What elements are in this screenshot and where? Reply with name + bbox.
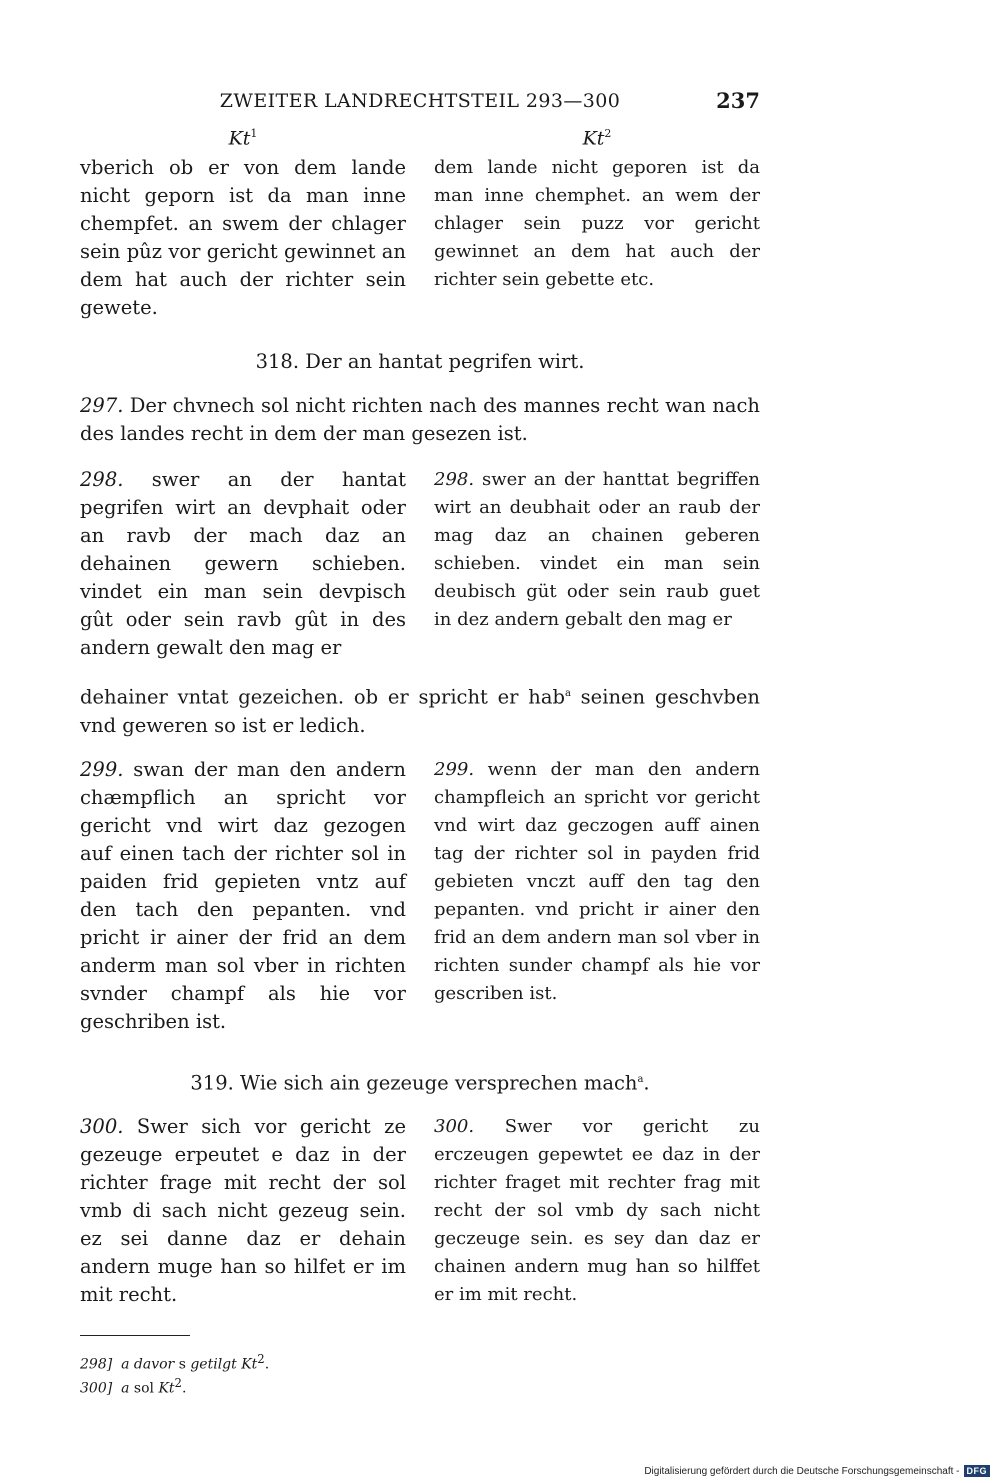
right-column-300: 300. Swer vor gericht zu erczeugen gepewtet ee daz in der richter fraget mit rechter frag mit recht der sol vmb dy sach nicht geczeuge sein. es sey dan daz er chainen andern mug han so hilffet er im mit recht. [434, 1116, 766, 1306]
right-column-298: 298. swer an der hanttat begriffen wirt an deubhait oder an raub der mag daz an chainen geberen schieben. vindet ein man sein deubisch güt oder sein raub guet in dez andern gebalt den mag er [434, 469, 766, 631]
left-column-298: 298. swer an der hantat pegrifen wirt an devphait oder an ravb der mach daz an dehainen gewern schieben. vindet ein man sein devpisch gût oder sein ravb gût in des andern gewalt den mag er [80, 468, 413, 660]
paragraph-number: 300. [80, 1115, 124, 1139]
paragraph-number: 298. [80, 468, 124, 492]
text-kt2-continuation: dem lande nicht geporen ist da man inne chemphet. an wem der chlager sein puzz vor gericht gewinnet an dem hat auch der richter sein gebette etc. [434, 157, 760, 291]
page-number: 237 [716, 88, 760, 113]
paragraph-number: 299. [80, 757, 124, 781]
text-kt1-continuation: vberich ob er von dem lande nicht geporn ist da man inne chempfet. an swem der chlager sein pûz vor gericht gewinnet an dem hat auch der richter sein gewete. [80, 156, 406, 320]
running-head [80, 86, 760, 120]
columns-298 [80, 466, 766, 662]
paragraph-297: 297. Der chvnech sol nicht richten nach des mannes recht wan nach des landes recht in dem der man gesezen ist. [80, 394, 767, 446]
right-column-299: 299. wenn der man den andern champfleich an spricht vor gericht vnd wirt daz geczogen auff ainen tag der richter sol in payden frid gebieten vnczt auff den tag den pepanten. vnd pricht ir ainer den frid an dem andern man sol vber in richten sunder champf als hie vor gescriben ist. [434, 758, 766, 1004]
dfg-logo: DFG [964, 1465, 991, 1477]
top-columns [80, 120, 760, 322]
siglum-kt2: Kt$^2$ [582, 127, 612, 150]
left-column-kt1 [80, 120, 406, 322]
footnote-298: 298] a davor s getilgt Kt$^2$. [80, 1352, 270, 1373]
left-column-300: 300. Swer sich vor gericht ze gezeuge erpeutet e daz in der richter frage mit recht der sol vmb di sach nicht gezeug sein. ez sei danne daz er dehain andern muge han so hilfet er im mit recht. [80, 1115, 413, 1307]
right-column-kt2 [434, 120, 760, 322]
heading-318: 318. Der an hantat pegrifen wirt. [255, 350, 585, 374]
paragraph-number: 299. [434, 758, 475, 780]
footnote-300: 300] a sol Kt$^2$. [80, 1375, 187, 1397]
footnote-rule [80, 1335, 190, 1336]
digitization-footer [644, 1465, 990, 1477]
columns-300 [80, 1113, 766, 1309]
columns-299 [80, 756, 766, 1036]
page [80, 86, 767, 1398]
paragraph-298-joined: dehainer vntat gezeichen. ob er spricht er hab$^a$ seinen geschvben vnd geweren so ist er ledich. [80, 685, 767, 737]
heading-319: 319. Wie sich ain gezeuge versprechen mach$^a$. [190, 1071, 650, 1095]
paragraph-number: 300. [434, 1116, 475, 1138]
paragraph-number: 298. [434, 469, 475, 491]
siglum-kt1: Kt$^1$ [228, 127, 258, 150]
running-title: ZWEITER LANDRECHTSTEIL 293—300 [219, 90, 621, 112]
paragraph-number: 297. [80, 394, 124, 418]
left-column-299: 299. swan der man den andern chæmpflich an spricht vor gericht vnd wirt daz gezogen auf einen tach der richter sol in paiden frid gepieten vntz auf den tach den pepanten. vnd pricht ir ainer der frid an dem anderm man sol vber in richten svnder champf als hie vor geschriben ist. [80, 757, 413, 1033]
footer-text: Digitalisierung gefördert durch die Deutsche Forschungsgemeinschaft - [644, 1465, 960, 1477]
